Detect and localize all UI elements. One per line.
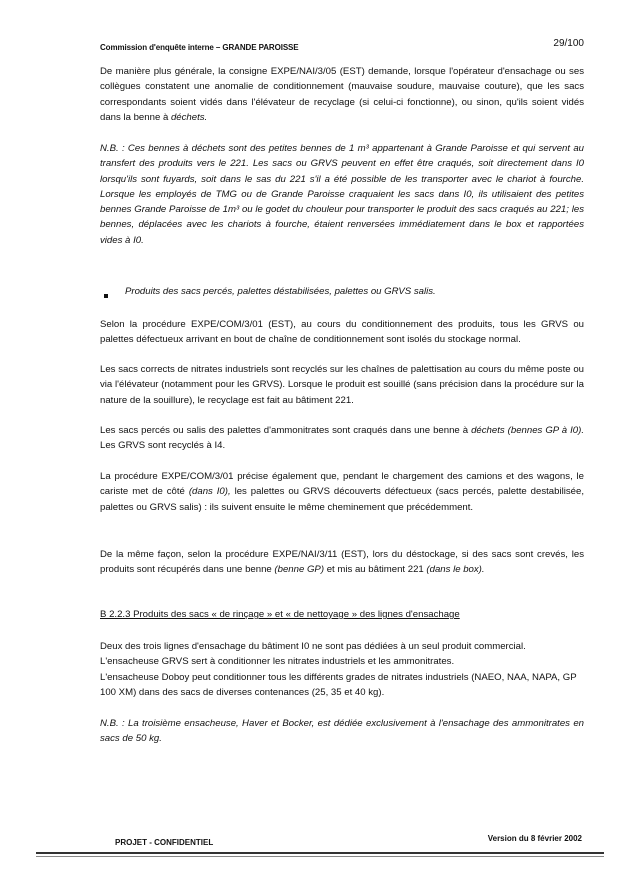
paragraph-destockage-emphasis-2: (dans le box). bbox=[426, 564, 485, 576]
section-title: B 2.2.3 Produits des sacs « de rinçage » et « de nettoyage » des lignes d'ensachage bbox=[100, 609, 460, 620]
paragraph-sacs-perces bbox=[100, 423, 584, 454]
paragraph-lignes-line-2: L'ensacheuse GRVS sert à conditionner les nitrates industriels et les ammonitrates. bbox=[100, 656, 455, 668]
paragraph-lignes-line-3: L'ensacheuse Doboy peut conditionner tous les différents grades de nitrates industriels (NAEO, NAA, NAPA, GP 100 XM) dans des sacs de diverses contenances (25, 35 et 40 kg). bbox=[100, 671, 577, 698]
paragraph-consigne-text: De manière plus générale, la consigne EXPE/NAI/3/05 (EST) demande, lorsque l'opérateur d'ensachage ou ses collègues constatent une anomalie de conditionnement (mauvaise soudure, mauvaise couture), que les sacs correspondants soient vidés dans l'élévateur de recyclage (si celui-ci fonctionne), ou sinon, qu'ils soient vidés dans la benne à bbox=[100, 66, 584, 123]
note-haver: N.B. : La troisième ensacheuse, Haver et Bocker, est dédiée exclusivement à l'ensachage des ammonitrates en sacs de 50 kg. bbox=[100, 718, 584, 745]
note-bennes: N.B. : Ces bennes à déchets sont des petites bennes de 1 m³ appartenant à Grande Paroisse et qui servent au transfert des produits vers le 221. Les sacs ou GRVS peuvent en effet être craqués, soit directement dans I0 lorsqu'ils sont fuyards, soit dans le sas du 221 s'il a été possible de les transporter avec le chariot à fourche. Lorsque les employés de TMG ou de Grande Paroisse craquaient les sacs dans I0, ils utilisaient des petites bennes Grande Paroisse de 1m³ ou le godet du chouleur pour transporter le produit des sacs craqués au 221; les bennes, déplacées avec les chariots à fourche, étaient renversées immédiatement dans le box et rapportées vides à I0. bbox=[100, 143, 584, 246]
footer-divider-secondary bbox=[36, 856, 604, 857]
paragraph-chargement-emphasis: (dans I0), bbox=[188, 486, 231, 498]
paragraph-lignes-line-1: Deux des trois lignes d'ensachage du bâtiment I0 ne sont pas dédiées à un seul produit commercial. bbox=[100, 641, 526, 652]
footer-version: Version du 8 février 2002 bbox=[487, 834, 582, 843]
paragraph-sacs-perces-end: Les GRVS sont recyclés à I4. bbox=[100, 440, 226, 452]
bullet-marker bbox=[104, 294, 108, 298]
paragraph-sacs-perces-emphasis: déchets (bennes GP à I0). bbox=[471, 425, 584, 436]
paragraph-destockage-emphasis-1: (benne GP) bbox=[274, 564, 325, 576]
paragraph-chargement-text: La procédure EXPE/COM/3/01 précise également que, pendant le chargement des camions et des wagons, le cariste met de côté bbox=[100, 471, 584, 498]
page-number: 29/100 bbox=[553, 38, 584, 49]
paragraph-chargement bbox=[100, 469, 584, 515]
footer-divider bbox=[36, 852, 604, 854]
paragraph-destockage-text: De la même façon, selon la procédure EXPE/NAI/3/11 (EST), lors du déstockage, si des sacs sont crevés, les produits sont récupérés dans une benne bbox=[100, 549, 584, 576]
paragraph-consigne bbox=[100, 64, 584, 125]
footer-confidential: PROJET - CONFIDENTIEL bbox=[115, 838, 214, 847]
paragraph-destockage bbox=[100, 547, 584, 578]
paragraph-sacs-perces-text: Les sacs percés ou salis des palettes d'ammonitrates sont craqués dans une benne à bbox=[100, 425, 472, 436]
paragraph-procedure: Selon la procédure EXPE/COM/3/01 (EST), au cours du conditionnement des produits, tous les GRVS ou palettes défectueux arrivant en bout de chaîne de conditionnement sont isolés du stockage normal. bbox=[100, 319, 584, 346]
paragraph-chargement-end: les palettes ou GRVS découverts défectueux (sacs percés, palette destabilisée, palettes ou GRVS salis) : ils suivent ensuite le même cheminement que précédemment. bbox=[100, 486, 585, 513]
bullet-heading: Produits des sacs percés, palettes déstabilisées, palettes ou GRVS salis. bbox=[125, 286, 436, 297]
paragraph-recyclage: Les sacs corrects de nitrates industriels sont recyclés sur les chaînes de palettisation au cours du même poste ou via l'élévateur (notamment pour les GRVS). Lorsque le produit est souillé (sans précision dans la procédure sur la nature de la souillure), le recyclage est fait au bâtiment 221. bbox=[100, 364, 584, 406]
paragraph-lignes bbox=[100, 639, 584, 700]
paragraph-consigne-emphasis: déchets. bbox=[170, 111, 208, 123]
header-title: Commission d'enquête interne – GRANDE PAROISSE bbox=[100, 43, 299, 52]
paragraph-destockage-mid: et mis au bâtiment 221 bbox=[324, 564, 427, 576]
